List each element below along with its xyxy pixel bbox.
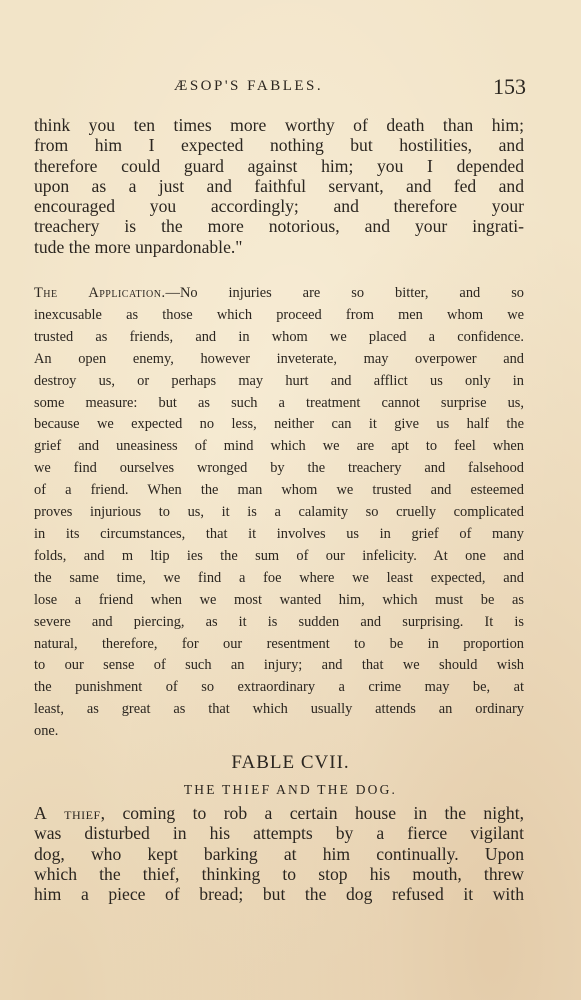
text-line: least, as great as that which usually attends an ordinary [34, 701, 524, 718]
fable-title: FABLE CVII. [231, 752, 350, 773]
text-line: because we expected no less, neither can it give us half the [34, 416, 524, 433]
text-line: lose a friend when we most wanted him, which must be as [34, 591, 524, 608]
fable-first-line: , coming to rob a certain house in the night, [100, 803, 524, 823]
application-first-line: —No injuries are so bitter, and so [165, 285, 524, 301]
text-line: was disturbed in his attempts by a fierce vigilant [34, 823, 524, 844]
text-line: some measure: but as such a treatment cannot surprise us, [34, 394, 524, 411]
text-line: from him I expected nothing but hostilities, and [34, 135, 524, 156]
text-line: dog, who kept barking at him continually. Upon [34, 843, 524, 864]
text-line: natural, therefore, for our resentment to be in proportion [34, 635, 524, 652]
page-header [34, 76, 526, 100]
text-line: which the thief, thinking to stop his mouth, threw [34, 863, 524, 884]
text-line: destroy us, or perhaps may hurt and afflict us only in [34, 372, 524, 389]
running-title: ÆSOP'S FABLES. [174, 78, 324, 94]
text-line: the punishment of so extraordinary a crime may be, at [34, 679, 524, 696]
text-line: trusted as friends, and in whom we placed a confidence. [34, 328, 524, 345]
text-line: folds, and m ltip ies the sum of our infelicity. At one and [34, 547, 524, 564]
application-label: The Application. [34, 285, 166, 301]
text-line: we find ourselves wronged by the treachery and falsehood [34, 460, 524, 477]
text-line: think you ten times more worthy of death than him; [34, 115, 524, 135]
text-line: treachery is the more notorious, and your ingrati- [34, 216, 524, 237]
text-line: in its circumstances, that it involves us in grief of many [34, 525, 524, 542]
text-line: upon as a just and faithful servant, and fed and [34, 175, 524, 196]
page-number: 153 [493, 74, 526, 99]
text-line: him a piece of bread; but the dog refused it with [34, 884, 524, 905]
text-line: one. [34, 723, 59, 740]
text-line: inexcusable as those which proceed from men whom we [34, 306, 524, 323]
text-line: An open enemy, however inveterate, may overpower and [34, 350, 524, 367]
text-line: therefore could guard against him; you I depended [34, 155, 524, 176]
text-line: to our sense of such an injury; and that we should wish [34, 657, 524, 674]
text-line: grief and uneasiness of mind which we are apt to feel when [34, 438, 524, 455]
text-line [34, 803, 524, 823]
text-line [34, 283, 524, 305]
fable-paragraph [34, 803, 524, 904]
text-line: severe and piercing, as it is sudden and surprising. It is [34, 613, 524, 630]
text-line: encouraged you accordingly; and therefore your [34, 196, 524, 217]
fable-subtitle: THE THIEF AND THE DOG. [183, 782, 398, 797]
application-paragraph [34, 283, 524, 743]
continuation-paragraph [34, 115, 524, 257]
text-line: the same time, we find a foe where we least expected, and [34, 569, 524, 586]
opening-word: A thief [34, 803, 101, 823]
text-line: of a friend. When the man whom we trusted and esteemed [34, 482, 524, 499]
text-line: proves injurious to us, it is a calamity so cruelly complicated [34, 504, 524, 521]
text-line: tude the more unpardonable." [34, 236, 243, 257]
